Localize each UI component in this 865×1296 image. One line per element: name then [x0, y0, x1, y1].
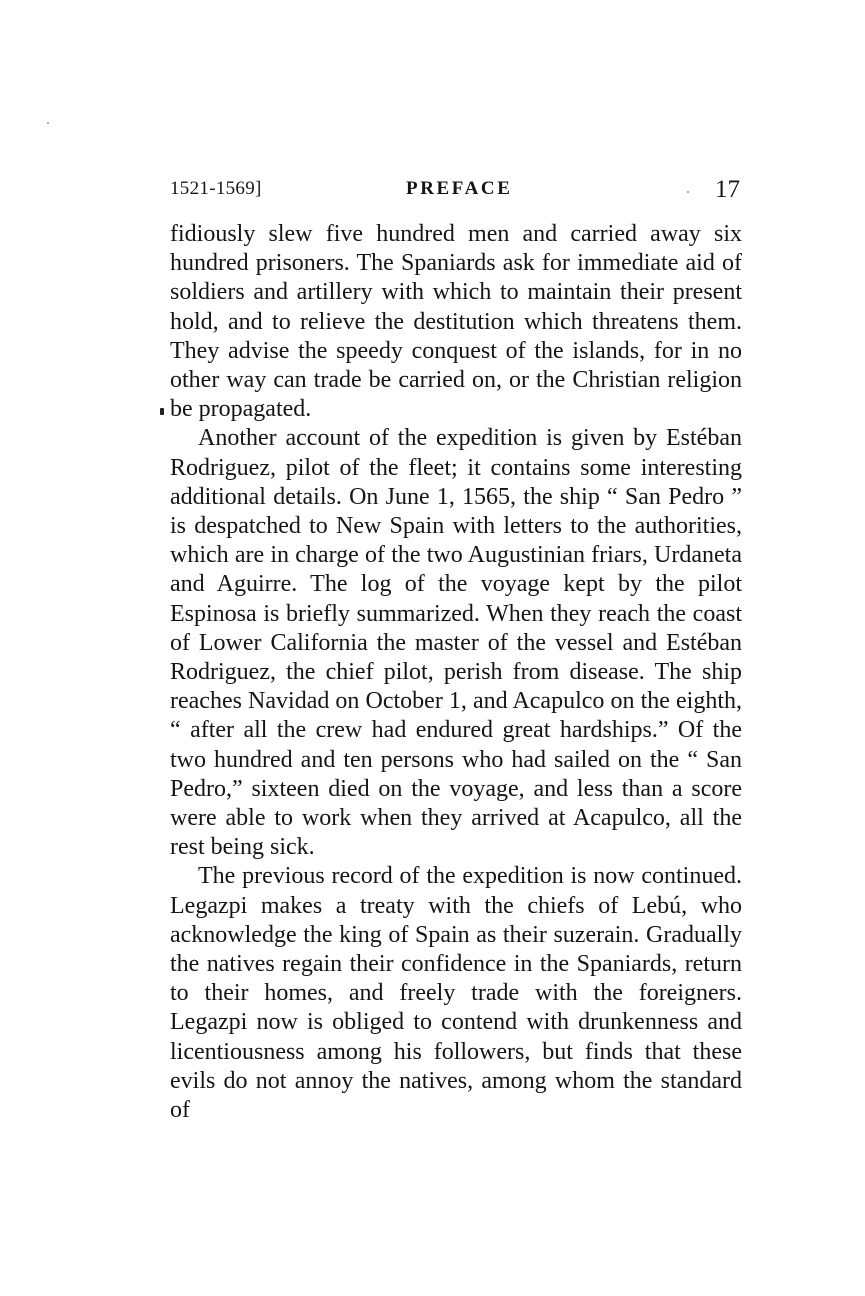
paragraph: The previous record of the expedition is now continued. Legazpi makes a treaty with the chiefs of Lebú, who acknowledge the king of Spain as their suzerain. Gradually the natives regain their confidence in the Spaniards, return to their homes, and freely trade with the foreigners. Legazpi now is obliged to contend with drunkenness and licentiousness among his followers, but finds that these evils do not annoy the natives, among whom the standard of: [170, 863, 742, 1124]
paragraph: Another account of the expedition is given by Estéban Rodriguez, pilot of the fleet; it contains some interesting additional details. On June 1, 1565, the ship “ San Pedro ” is despatched to New Spain with letters to the authorities, which are in charge of the two Augustinian friars, Urdaneta and Aguirre. The log of the voyage kept by the pilot Espinosa is briefly summarized. When they reach the coast of Lower California the master of the vessel and Estéban Rodriguez, the chief pilot, perish from disease. The ship reaches Navidad on October 1, and Acapulco on the eighth, “ after all the crew had endured great hardships.” Of the two hundred and ten persons who had sailed on the “ San Pedro,” sixteen died on the voyage, and less than a score were able to work when they arrived at Acapulco, all the rest being sick.: [170, 425, 742, 861]
body-text: [170, 220, 742, 1125]
running-head: [170, 174, 742, 208]
paper-speck: [687, 191, 689, 193]
paper-speck: [47, 122, 49, 124]
page-number: 17: [715, 176, 740, 203]
paragraph-continued: fidiously slew five hundred men and carried away six hundred prisoners. The Spaniards ask for immediate aid of soldiers and artillery with which to maintain their present hold, and to relieve the destitution which threatens them. They advise the speedy conquest of the islands, for in no other way can trade be carried on, or the Christian religion be propagated.: [170, 221, 742, 423]
running-head-title: PREFACE: [406, 178, 513, 199]
margin-ink-mark: [160, 408, 164, 415]
running-head-date-range: 1521-1569]: [170, 178, 262, 199]
